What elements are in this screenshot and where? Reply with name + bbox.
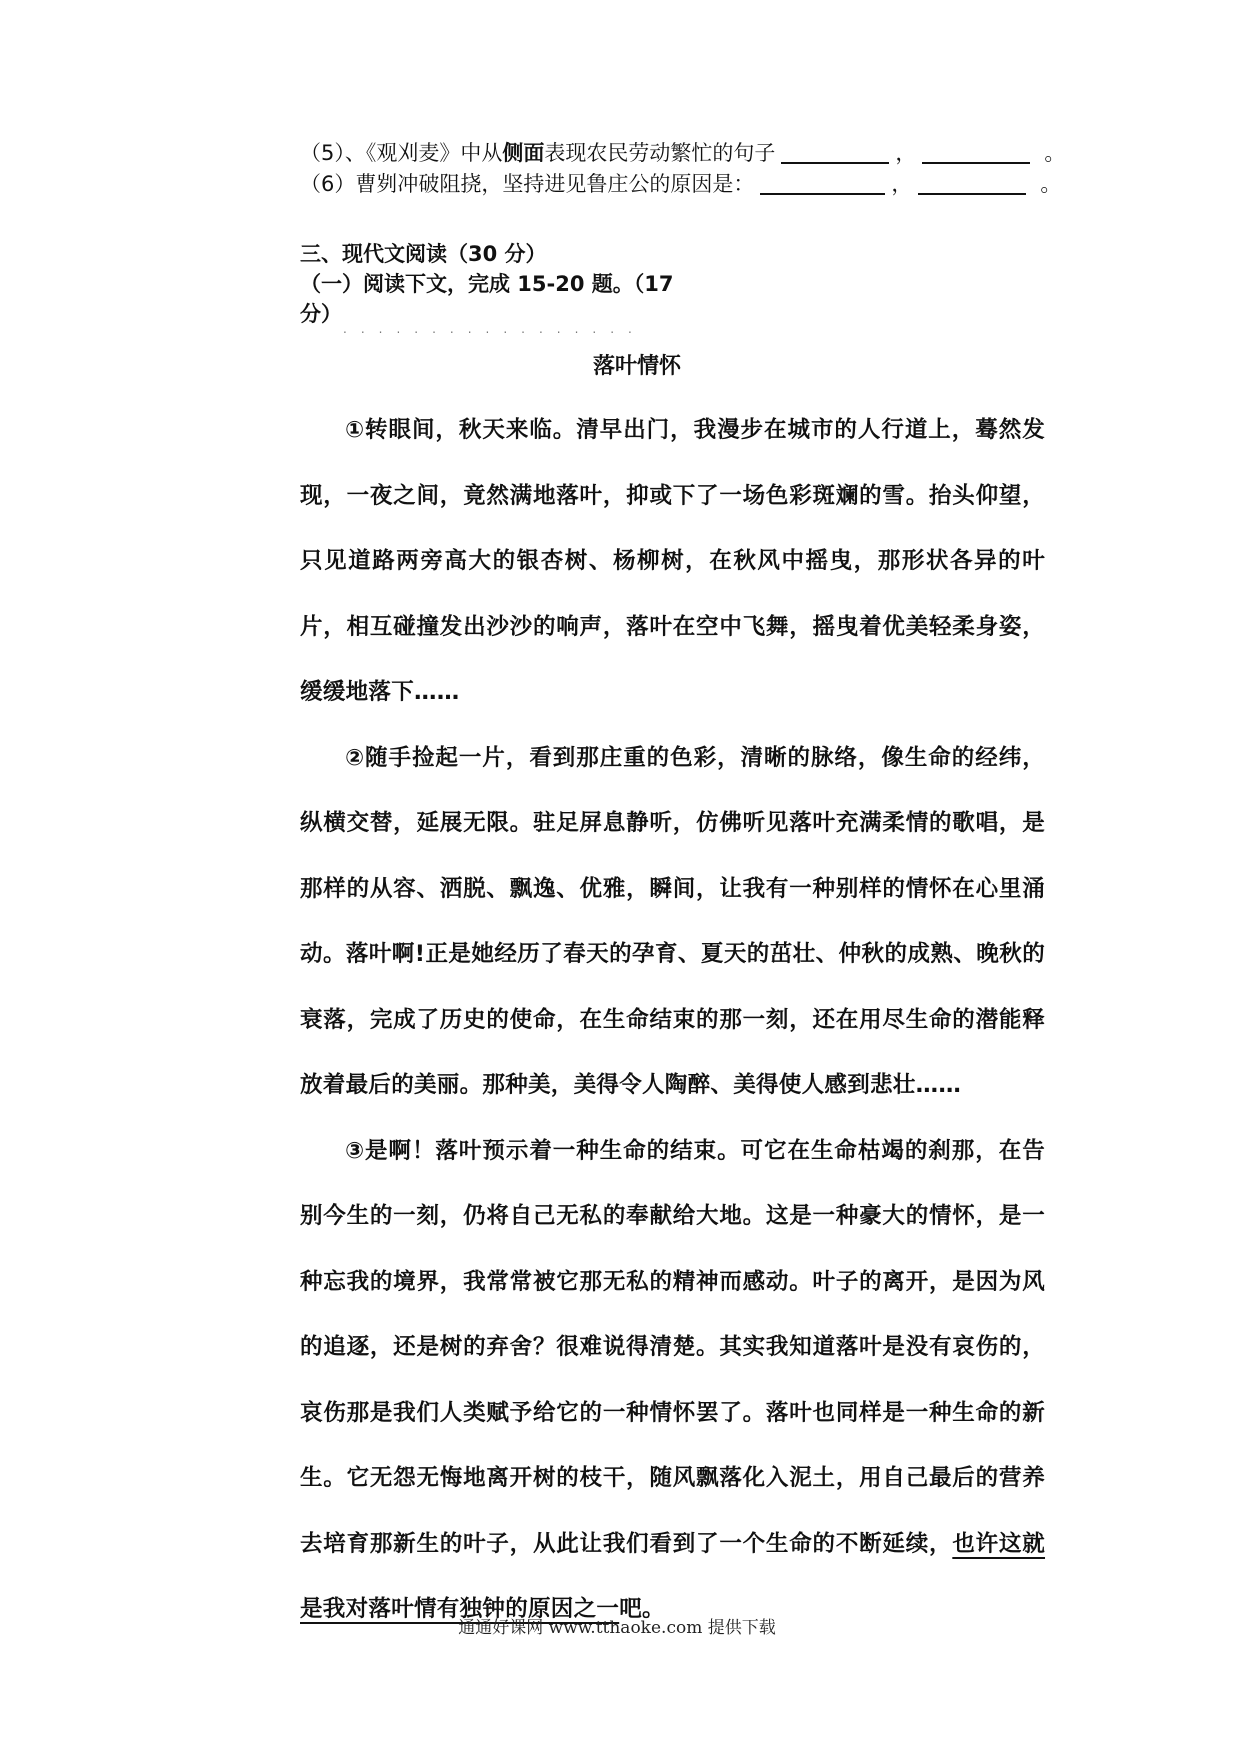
underlined-sentence: 也许这就是我对落叶情有独钟的原因之一 [300, 1530, 1046, 1622]
article-title: 落叶情怀 [592, 354, 681, 379]
section-title: 三、现代文阅读（30 分） [300, 242, 547, 266]
question-5: （5）、《观刈麦》中从侧面表现农民劳动繁忙的句子 ， 。 [300, 141, 1066, 165]
paragraph-1: ①转眼间，秋天来临。清早出门，我漫步在城市的人行道上，蓦然发现，一夜之间，竟然满地落叶，抑或下了一场色彩斑斓的雪。抬头仰望，只见道路两旁高大的银杏树、杨柳树，在秋风中摇曳，那形状各异的叶片，相互碰撞发出沙沙的响声，落叶在空中飞舞，摇曳着优美轻柔身姿，缓缓地落下…… [300, 417, 1045, 705]
section-instruction-points: 分） [300, 302, 342, 326]
section-instruction: （一）阅读下文，完成 15-20 题。（17 [300, 272, 674, 296]
paragraph-2: ②随手捡起一片，看到那庄重的色彩，清晰的脉络，像生命的经纬，纵横交替，延展无限。驻足屏息静听，仿佛听见落叶充满柔情的歌唱，是那样的从容、洒脱、飘逸、优雅，瞬间，让我有一种别样的情怀在心里涌动。落叶啊!正是她经历了春天的孕育、夏天的茁壮、仲秋的成熟、晚秋的衰落，完成了历史的使命，在生命结束的那一刻，还在用尽生命的潜能释放着最后的美丽。那种美，美得令人陶醉、美得使人感到悲壮…… [300, 744, 1045, 1098]
paragraph-3: ③是啊！落叶预示着一种生命的结束。可它在生命枯竭的刹那，在告别今生的一刻，仍将自己无私的奉献给大地。这是一种豪大的情怀，是一种忘我的境界，我常常被它那无私的精神而感动。叶子的离开，是因为风的追逐，还是树的弃舍？很难说得清楚。其实我知道落叶是没有哀伤的，哀伤那是我们人类赋予给它的一种情怀罢了。落叶也同样是一种生命的新生。它无怨无悔地离开树的枝干，随风飘落化入泥土，用自己最后的营养去培育那新生的叶子，从此让我们看到了一个生命的不断延续，也许这就是我对落叶情有独钟的原因之一吧。 [300, 1137, 1046, 1622]
article-body [300, 398, 1045, 1643]
answer-blank[interactable] [922, 142, 1030, 164]
answer-blank[interactable] [760, 173, 885, 195]
dotted-leader: ................. [343, 322, 646, 336]
footer-source: 通通好课网 www.tthaoke.com 提供下载 [458, 1618, 776, 1638]
question-6: （6）曹刿冲破阻挠，坚持进见鲁庄公的原因是： ， 。 [300, 172, 1062, 196]
answer-blank[interactable] [781, 142, 889, 164]
answer-blank[interactable] [918, 173, 1026, 195]
